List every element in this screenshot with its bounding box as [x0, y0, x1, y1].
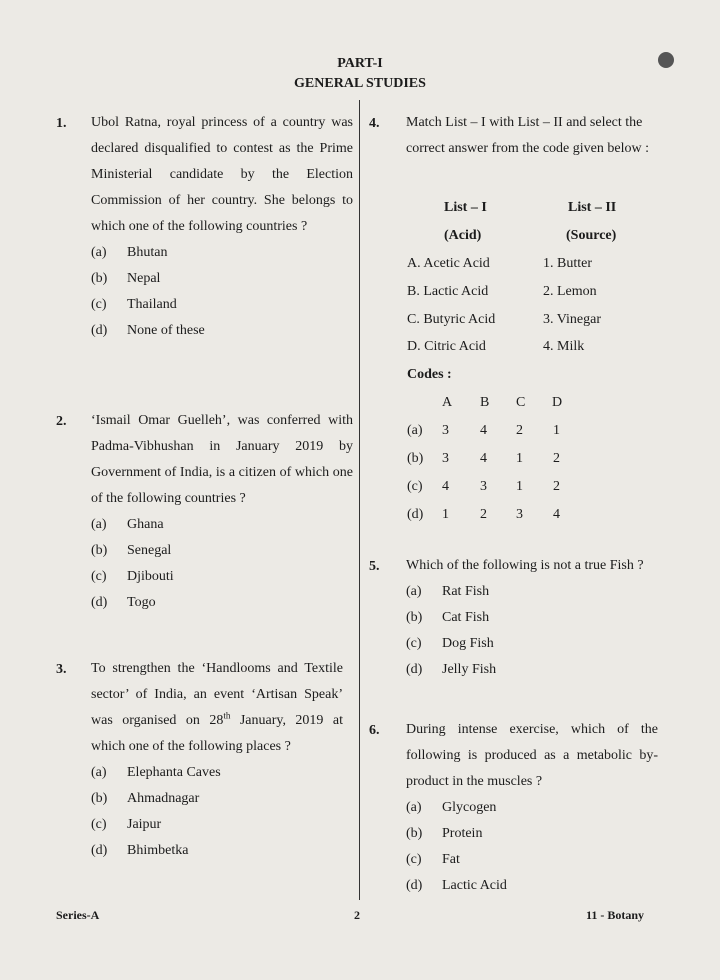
list-2-header: List – II	[568, 200, 617, 215]
question-number: 4.	[369, 116, 380, 131]
list-2-item: 1. Butter	[543, 256, 592, 271]
question-6	[406, 717, 658, 899]
question-number: 6.	[369, 723, 380, 738]
code-option-label[interactable]: (c)	[407, 479, 423, 494]
list-1-subheader: (Acid)	[444, 228, 482, 243]
subject-code: 11 - Botany	[586, 908, 645, 922]
question-stem: Which of the following is not a true Fish ?	[406, 558, 644, 573]
codes-label: Codes :	[407, 367, 452, 382]
section-title: GENERAL STUDIES	[294, 76, 426, 91]
code-value: 4	[480, 451, 487, 466]
code-value: 2	[516, 423, 523, 438]
code-column-header: D	[552, 395, 563, 410]
option[interactable]: (d) Jelly Fish	[406, 662, 497, 677]
question-2	[91, 408, 353, 616]
column-divider	[359, 100, 360, 900]
code-value: 1	[516, 479, 523, 494]
option[interactable]: (b) Cat Fish	[406, 610, 490, 625]
question-3	[91, 656, 343, 864]
option[interactable]: (c) Dog Fish	[406, 636, 494, 651]
code-value: 2	[553, 479, 560, 494]
option[interactable]: (a) Bhutan	[91, 245, 168, 260]
question-number: 2.	[56, 414, 67, 429]
code-option-label[interactable]: (a)	[407, 423, 423, 438]
code-option-label[interactable]: (b)	[407, 451, 424, 466]
option[interactable]: (c) Jaipur	[91, 817, 162, 832]
option[interactable]: (a) Glycogen	[406, 800, 497, 815]
code-option-label[interactable]: (d)	[407, 507, 424, 522]
question-number: 3.	[56, 662, 67, 677]
option[interactable]: (c) Fat	[406, 852, 460, 867]
question-number: 1.	[56, 116, 67, 131]
option[interactable]: (c) Thailand	[91, 297, 177, 312]
question-stem: Ubol Ratna, royal princess of a country was declared disqualified to contest as the Prime Ministerial candidate by the Election Commission of her country. She belongs to which one of the following countries ?	[91, 115, 353, 234]
option[interactable]: (c) Djibouti	[91, 569, 174, 584]
list-1-item: B. Lactic Acid	[407, 284, 489, 299]
list-2-item: 2. Lemon	[543, 284, 597, 299]
code-value: 3	[480, 479, 487, 494]
code-value: 4	[480, 423, 487, 438]
code-column-header: A	[442, 395, 453, 410]
code-column-header: C	[516, 395, 526, 410]
code-value: 3	[442, 451, 449, 466]
option[interactable]: (b) Senegal	[91, 543, 172, 558]
option[interactable]: (b) Nepal	[91, 271, 161, 286]
code-value: 1	[516, 451, 523, 466]
option[interactable]: (a) Ghana	[91, 517, 164, 532]
question-1	[91, 110, 353, 344]
code-value: 1	[553, 423, 560, 438]
code-value: 3	[516, 507, 523, 522]
list-2-item: 3. Vinegar	[543, 312, 601, 327]
list-1-item: A. Acetic Acid	[407, 256, 490, 271]
list-2-item: 4. Milk	[543, 339, 585, 354]
option[interactable]: (d) Lactic Acid	[406, 878, 507, 893]
option[interactable]: (b) Protein	[406, 826, 483, 841]
code-value: 2	[480, 507, 487, 522]
option[interactable]: (a) Elephanta Caves	[91, 765, 221, 780]
question-stem: During intense exercise, which of the following is produced as a metabolic by-product in the muscles ?	[406, 722, 658, 789]
question-5	[406, 553, 676, 683]
page-number: 2	[354, 908, 360, 922]
option[interactable]: (d) Bhimbetka	[91, 843, 189, 858]
code-value: 2	[553, 451, 560, 466]
option[interactable]: (d) None of these	[91, 323, 205, 338]
option[interactable]: (a) Rat Fish	[406, 584, 490, 599]
question-stem: ‘Ismail Omar Guelleh’, was conferred with Padma-Vibhushan in January 2019 by Government of India, is a citizen of which one of the following countries ?	[91, 413, 353, 506]
code-value: 1	[442, 507, 449, 522]
option[interactable]: (d) Togo	[91, 595, 156, 610]
question-stem: To strengthen the ‘Handlooms and Textile sector’ of India, an event ‘Artisan Speak’ was organised on 28th January, 2019 at which one of the following places ?	[91, 661, 344, 754]
question-4-stem: Match List – I with List – II and select the correct answer from the code given below :	[406, 115, 649, 156]
code-value: 3	[442, 423, 449, 438]
list-1-item: D. Citric Acid	[407, 339, 486, 354]
code-value: 4	[553, 507, 560, 522]
list-1-item: C. Butyric Acid	[407, 312, 496, 327]
code-value: 4	[442, 479, 449, 494]
part-title: PART-I	[337, 56, 383, 71]
code-column-header: B	[480, 395, 490, 410]
list-2-subheader: (Source)	[566, 228, 617, 243]
series-label: Series-A	[56, 908, 100, 922]
option[interactable]: (b) Ahmadnagar	[91, 791, 200, 806]
list-1-header: List – I	[444, 200, 487, 215]
question-number: 5.	[369, 559, 380, 574]
